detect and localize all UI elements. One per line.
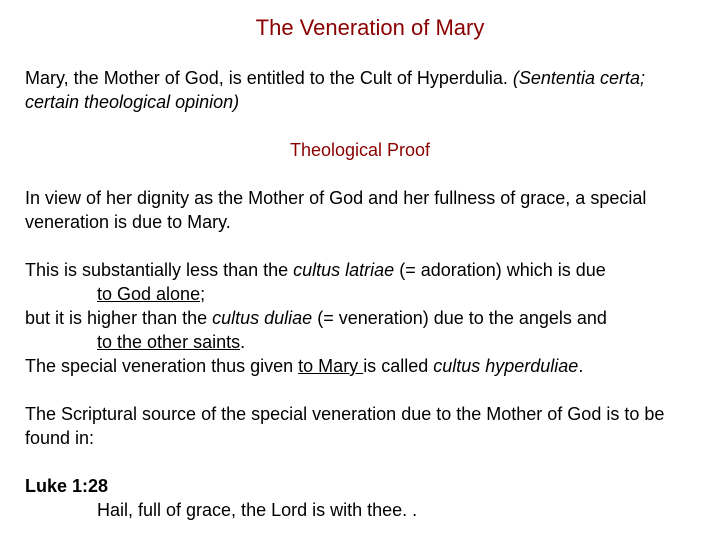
punctuation: ; — [200, 284, 206, 304]
page-title: The Veneration of Mary — [255, 15, 485, 40]
scripture-intro: The Scriptural source of the special veneration due to the Mother of God is to be found in: — [25, 404, 665, 448]
section-heading: Theological Proof — [289, 140, 431, 160]
comparison-line-1-cont — [25, 282, 695, 306]
punctuation: . — [578, 356, 584, 376]
comparison-text: This is substantially less than the — [25, 260, 294, 280]
comparison-paragraph — [25, 258, 695, 378]
term-dulia: cultus duliae — [212, 308, 313, 328]
underlined-phrase: to Mary — [298, 356, 364, 376]
thesis-paragraph — [25, 66, 695, 114]
comparison-text: (= adoration) which is due — [394, 260, 606, 280]
proof-paragraph: In view of her dignity as the Mother of God and her fullness of grace, a special veneration is due to Mary. — [25, 188, 647, 232]
comparison-text: but it is higher than the — [25, 308, 213, 328]
thesis-text: Mary, the Mother of God, is entitled to the Cult of Hyperdulia. — [25, 68, 513, 88]
term-hyperdulia: cultus hyperduliae — [433, 356, 579, 376]
punctuation: . — [240, 332, 246, 352]
thesis-note: (Sententia certa; certain theological opinion) — [25, 68, 645, 112]
scripture-reference: Luke 1:28 — [25, 476, 109, 496]
comparison-line-2-cont — [25, 330, 695, 354]
term-latria: cultus latriae — [293, 260, 395, 280]
comparison-line-2 — [25, 306, 695, 330]
underlined-phrase: to the other saints — [97, 332, 241, 352]
comparison-line-3 — [25, 354, 695, 378]
scripture-quote: Hail, full of grace, the Lord is with thee. . — [97, 500, 418, 520]
underlined-phrase: to God alone — [97, 284, 201, 304]
comparison-text: (= veneration) due to the angels and — [312, 308, 607, 328]
comparison-line-1 — [25, 258, 695, 282]
comparison-text: The special veneration thus given — [25, 356, 299, 376]
comparison-text: is called — [363, 356, 434, 376]
